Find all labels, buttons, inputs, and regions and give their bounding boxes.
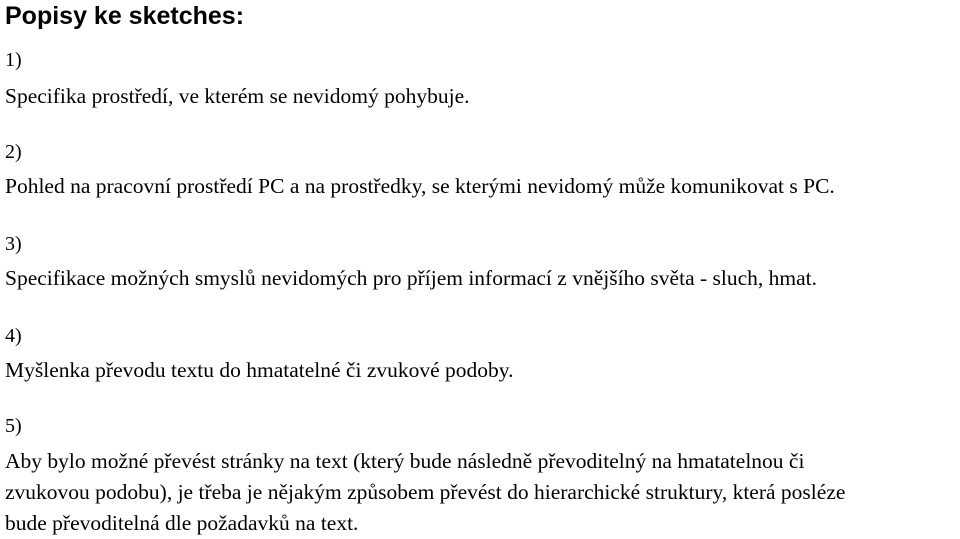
item-5-text-line-1: Aby bylo možné převést stránky na text (který bude následně převoditelný na hmatatelnou či: [5, 449, 805, 473]
page-title: Popisy ke sketches:: [5, 2, 245, 30]
item-4-text: Myšlenka převodu textu do hmatatelné či zvukové podoby.: [5, 358, 514, 382]
item-5-text-line-2: zvukovou podobu), je třeba je nějakým způsobem převést do hierarchické struktury, která posléze: [5, 480, 846, 504]
item-3-text: Specifikace možných smyslů nevidomých pro příjem informací z vnějšího světa - sluch, hmat.: [5, 266, 818, 290]
item-1-number: 1): [5, 49, 22, 71]
item-3-number: 3): [5, 233, 22, 255]
item-1-text: Specifika prostředí, ve kterém se nevidomý pohybuje.: [5, 84, 470, 108]
item-5-number: 5): [5, 415, 22, 437]
item-2-text: Pohled na pracovní prostředí PC a na prostředky, se kterými nevidomý může komunikovat s PC.: [5, 174, 835, 198]
item-4-number: 4): [5, 325, 22, 347]
item-5-text-line-3: bude převoditelná dle požadavků na text.: [5, 511, 359, 535]
item-2-number: 2): [5, 141, 22, 163]
